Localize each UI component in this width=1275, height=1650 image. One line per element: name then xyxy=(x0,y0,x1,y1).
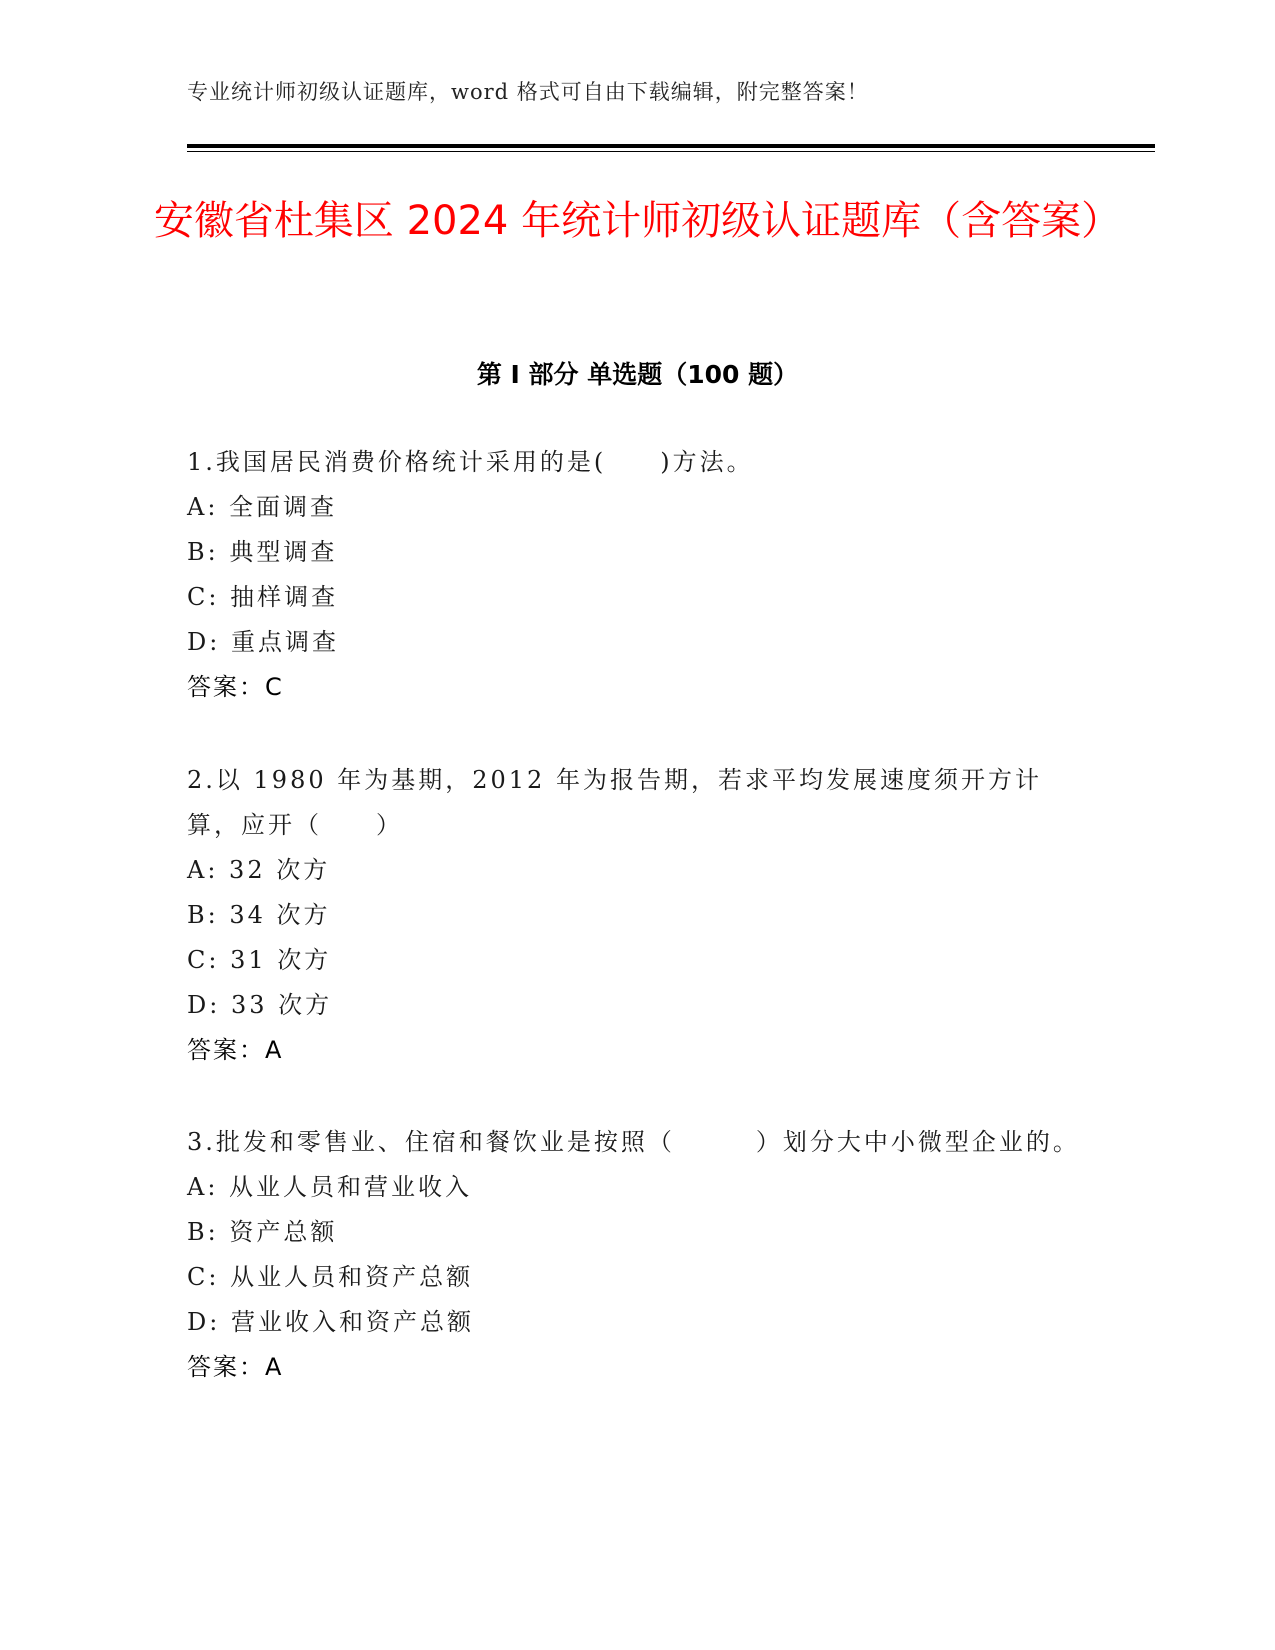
answer: 答案：A xyxy=(187,1036,284,1064)
header-rule-thick xyxy=(187,144,1155,148)
option-c: C: 抽样调查 xyxy=(187,583,339,611)
option-b: B: 资产总额 xyxy=(187,1218,338,1246)
section-title: 第 I 部分 单选题（100 题） xyxy=(476,360,799,389)
option-b: B: 34 次方 xyxy=(187,901,331,929)
question-1 xyxy=(187,440,1087,710)
option-d: D: 重点调查 xyxy=(187,628,339,656)
answer: 答案：A xyxy=(187,1353,284,1381)
option-d: D: 营业收入和资产总额 xyxy=(187,1308,474,1336)
option-c: C: 从业人员和资产总额 xyxy=(187,1263,474,1291)
header-note: 专业统计师初级认证题库，word 格式可自由下载编辑，附完整答案！ xyxy=(187,80,869,104)
question-stem: 3.批发和零售业、住宿和餐饮业是按照（ ）划分大中小微型企业的。 xyxy=(187,1128,1080,1156)
option-c: C: 31 次方 xyxy=(187,946,332,974)
answer: 答案：C xyxy=(187,673,284,701)
document-title: 安徽省杜集区 2024 年统计师初级认证题库（含答案） xyxy=(153,198,1122,244)
header-rule-thin xyxy=(187,151,1155,152)
option-a: A: 32 次方 xyxy=(187,856,331,884)
option-b: B: 典型调查 xyxy=(187,538,338,566)
question-stem: 1.我国居民消费价格统计采用的是( )方法。 xyxy=(187,448,754,476)
question-stem: 2.以 1980 年为基期，2012 年为报告期，若求平均发展速度须开方计算，应开（ ） xyxy=(187,766,1042,839)
option-d: D: 33 次方 xyxy=(187,991,333,1019)
option-a: A: 全面调查 xyxy=(187,493,338,521)
question-3 xyxy=(187,1120,1087,1390)
option-a: A: 从业人员和营业收入 xyxy=(187,1173,473,1201)
question-2 xyxy=(187,758,1087,1073)
